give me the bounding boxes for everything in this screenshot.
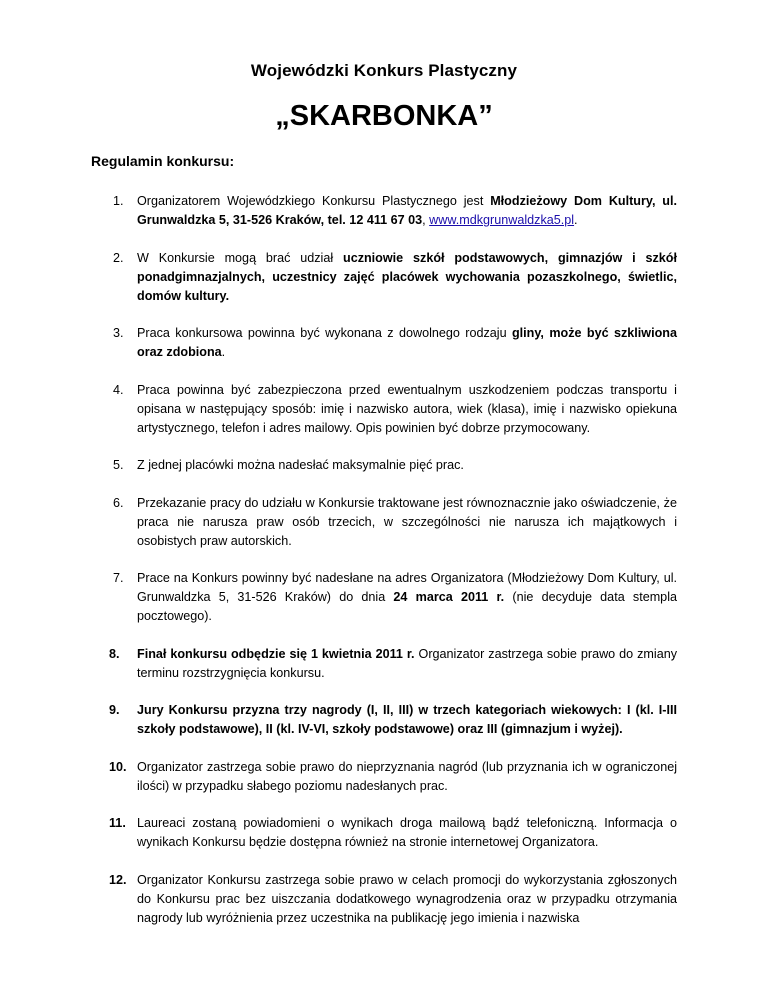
regulation-text-bold: Młodzieżowy Dom Kultury, ul. Grunwaldzka 5, 31-526 Kraków, tel. 12 411 67 03 xyxy=(137,194,677,227)
regulation-text xyxy=(137,703,677,736)
regulation-text-run: Organizator zastrzega sobie prawo do nieprzyznania nagród (lub przyznania ich w ograniczonej ilości) w przypadku słabego poziomu nadesłanych prac. xyxy=(137,759,677,793)
regulation-item xyxy=(91,645,677,683)
regulation-text-run: Organizator zastrzega sobie prawo do zmiany terminu rozstrzygnięcia konkursu. xyxy=(137,646,677,680)
regulation-number: 5. xyxy=(113,458,124,472)
regulation-number: 1. xyxy=(113,194,124,208)
regulation-text-run: . xyxy=(574,213,578,227)
regulation-item xyxy=(91,456,677,475)
regulation-item xyxy=(91,701,677,739)
regulation-text xyxy=(137,760,677,793)
regulation-item xyxy=(91,494,677,551)
regulation-text xyxy=(137,496,677,548)
document-title: Wojewódzki Konkurs Plastyczny xyxy=(250,61,518,80)
regulation-number: 12. xyxy=(109,872,127,887)
regulation-item xyxy=(91,758,677,796)
regulation-text-run: Praca konkursowa powinna być wykonana z dowolnego rodzaju xyxy=(137,326,512,340)
regulation-text-bold: 24 marca 2011 r. xyxy=(393,590,505,604)
regulation-text-run: Przekazanie pracy do udziału w Konkursie traktowane jest równoznacznie jako oświadczenie, że praca nie narusza praw osób trzecich, w szczególności nie narusza ich majątkowych i osobistych praw autorskich. xyxy=(137,495,677,548)
regulation-item xyxy=(91,569,677,626)
regulation-number: 2. xyxy=(113,250,124,265)
regulation-text-run: Organizator Konkursu zastrzega sobie prawo w celach promocji do wykorzystania zgłoszonych do Konkursu prac bez uiszczania dodatkowego wynagrodzenia oraz w przypadku otrzymania nagrody lub wyróżnienia przez uczestnika na publikację jego imienia i nazwiska xyxy=(137,872,677,925)
regulation-text-run: . xyxy=(221,345,226,359)
regulations-list xyxy=(91,192,677,946)
regulation-item xyxy=(91,871,677,928)
regulation-text-run: Prace na Konkurs powinny być nadesłane na adres Organizatora (Młodzieżowy Dom Kultury, ul. Grunwaldzka 5, 31-526 Kraków) do dnia xyxy=(137,571,677,604)
regulation-text xyxy=(137,458,464,472)
regulation-text xyxy=(137,326,677,359)
regulation-text xyxy=(137,873,677,925)
regulation-text-run: Laureaci zostaną powiadomieni o wynikach droga mailową bądź telefoniczną. Informacja o wynikach Konkursu będzie dostępna również na stronie internetowej Organizatora. xyxy=(137,816,677,849)
regulation-text-run: Z jednej placówki można nadesłać maksymalnie pięć prac. xyxy=(137,458,464,472)
regulation-number: 9. xyxy=(109,703,120,717)
regulation-text-bold: Jury Konkursu przyzna trzy nagrody (I, II, III) w trzech kategoriach wiekowych: I (kl. I-III szkoły podstawowe), II (kl. IV-VI, szkoły podstawowe) oraz III (gimnazjum i wyżej). xyxy=(137,703,677,736)
regulation-text-bold: uczniowie szkół podstawowych, gimnazjów i szkół ponadgimnazjalnych, uczestnicy zajęć placówek wychowania pozaszkolnego, świetlic, domów kultury. xyxy=(137,250,677,303)
regulation-item xyxy=(91,814,677,852)
regulation-text-run: Praca powinna być zabezpieczona przed ewentualnym uszkodzeniem podczas transportu i opisana w następujący sposób: imię i nazwisko autora, wiek (klasa), imię i nazwisko opiekuna artystycznego, telefon i adres mailowy. Opis powinien być dobrze przymocowany. xyxy=(137,382,677,435)
regulation-number: 11. xyxy=(109,816,126,830)
regulation-number: 4. xyxy=(113,382,124,397)
regulation-text-run: Organizatorem Wojewódzkiego Konkursu Plastycznego jest xyxy=(137,194,491,208)
regulation-number: 10. xyxy=(109,759,127,774)
contest-name-heading: „SKARBONKA” xyxy=(275,100,493,132)
regulation-number: 7. xyxy=(113,571,124,585)
regulation-text xyxy=(137,571,677,623)
regulation-number: 8. xyxy=(109,646,120,661)
regulation-item xyxy=(91,381,677,438)
regulation-number: 3. xyxy=(113,326,124,340)
regulation-text xyxy=(137,816,677,849)
regulations-section-title: Regulamin konkursu: xyxy=(91,153,235,169)
regulation-text-run: W Konkursie mogą brać udział xyxy=(137,250,343,265)
regulation-text-run: , xyxy=(422,213,430,227)
regulation-item xyxy=(91,324,677,362)
regulation-text xyxy=(137,647,677,680)
regulation-item xyxy=(91,192,677,230)
regulation-text-bold: gliny, może być szkliwiona oraz zdobiona xyxy=(137,326,677,359)
regulation-item xyxy=(91,249,677,306)
regulation-text-run: (nie decyduje data stempla pocztowego). xyxy=(137,590,677,623)
regulation-text xyxy=(137,194,677,227)
organizer-website-link[interactable]: www.mdkgrunwaldzka5.pl xyxy=(429,213,575,227)
regulation-text-bold: Finał konkursu odbędzie się 1 kwietnia 2011 r. xyxy=(137,646,415,661)
regulation-text xyxy=(137,383,677,435)
regulation-text xyxy=(137,251,677,303)
regulation-number: 6. xyxy=(113,495,124,510)
